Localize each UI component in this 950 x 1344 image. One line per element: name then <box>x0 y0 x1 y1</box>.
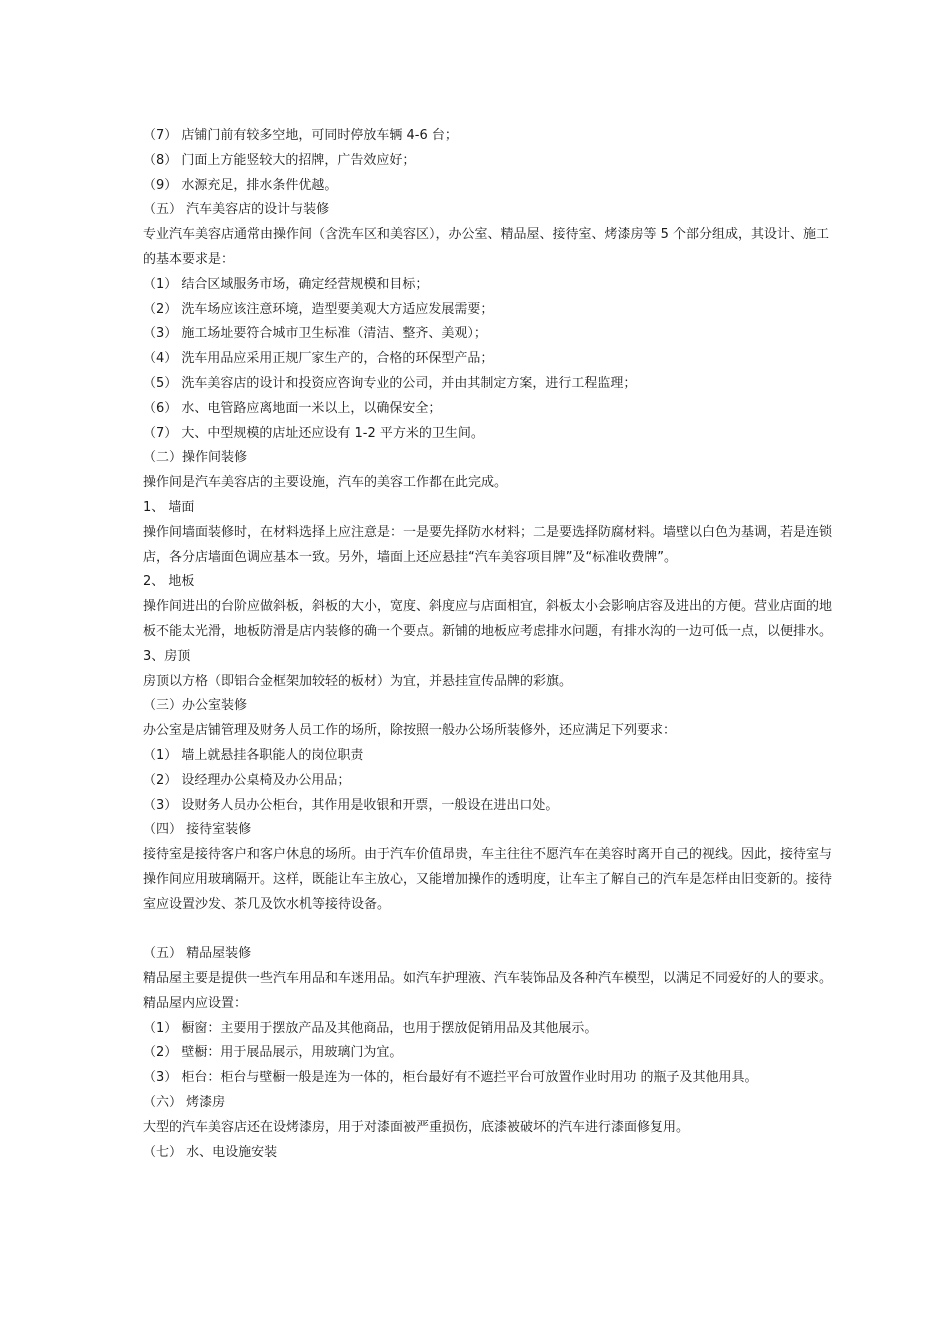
list-item: （2） 洗车场应该注意环境，造型要美观大方适应发展需要； <box>143 301 494 317</box>
text-line: （9） 水源充足，排水条件优越。 <box>143 177 338 193</box>
list-item: （4） 洗车用品应采用正规厂家生产的，合格的环保型产品； <box>143 351 494 367</box>
paragraph: 接待室是接待客户和客户休息的场所。由于汽车价值昂贵，车主往往不愿汽车在美容时离开自己的视线。因此，接待室与操作间应用玻璃隔开。这样，既能让车主放心，又能增加操作的透明度，让车主了解自己的汽车是怎样由旧变新的。接待室应设置沙发、茶几及饮水机等接待设备。 <box>143 847 833 912</box>
section-heading: （六） 烤漆房 <box>143 1095 226 1111</box>
list-item: （1） 结合区域服务市场，确定经营规模和目标； <box>143 276 429 292</box>
text-line: （7） 店铺门前有较多空地，可同时停放车辆 4-6 台； <box>143 128 458 143</box>
section-heading: （三）办公室装修 <box>143 698 248 714</box>
section-heading: （五） 精品屋装修 <box>143 946 252 962</box>
blank-line <box>143 918 838 943</box>
list-item: （3） 设财务人员办公柜台，其作用是收银和开票，一般设在进出口处。 <box>143 797 559 813</box>
document-body <box>143 124 838 1165</box>
list-item: （3） 柜台：柜台与壁橱一般是连为一体的，柜台最好有不遮拦平台可放置作业时用功 的瓶子及其他用具。 <box>143 1070 758 1086</box>
list-item: （3） 施工场址要符合城市卫生标准（清洁、整齐、美观）； <box>143 326 487 342</box>
paragraph: 操作间进出的台阶应做斜板，斜板的大小，宽度、斜度应与店面相宜，斜板太小会影响店容及进出的方便。营业店面的地板不能太光滑，地板防滑是店内装修的确一个要点。新铺的地板应考虑排水问题，有排水沟的一边可低一点，以便排水。 <box>143 599 833 639</box>
paragraph: 操作间墙面装修时，在材料选择上应注意是：一是要先择防水材料；二是要选择防腐材料。墙壁以白色为基调，若是连锁店，各分店墙面色调应基本一致。另外，墙面上还应悬挂“汽车美容项目牌”及“标准收费牌”。 <box>143 524 833 565</box>
list-item: （7） 大、中型规模的店址还应设有 1-2 平方米的卫生间。 <box>143 425 484 441</box>
section-heading: （七） 水、电设施安装 <box>143 1144 278 1160</box>
paragraph: 大型的汽车美容店还在设烤漆房，用于对漆面被严重损伤，底漆被破坏的汽车进行漆面修复用。 <box>143 1119 690 1135</box>
paragraph: 房顶以方格（即铝合金框架加较轻的板材）为宜，并悬挂宣传品牌的彩旗。 <box>143 673 573 689</box>
list-item: （6） 水、电管路应离地面一米以上，以确保安全； <box>143 400 442 416</box>
list-item: （2） 壁橱：用于展品展示，用玻璃门为宜。 <box>143 1045 403 1061</box>
paragraph: 精品屋主要是提供一些汽车用品和车迷用品。如汽车护理液、汽车装饰品及各种汽车模型，以满足不同爱好的人的要求。精品屋内应设置： <box>143 971 833 1011</box>
list-item: （1） 橱窗：主要用于摆放产品及其他商品，也用于摆放促销用品及其他展示。 <box>143 1020 598 1036</box>
paragraph: 专业汽车美容店通常由操作间（含洗车区和美容区），办公室、精品屋、接待室、烤漆房等 5 个部分组成，其设计、施工的基本要求是： <box>143 227 830 267</box>
list-item: （1） 墙上就悬挂各职能人的岗位职责 <box>143 747 364 763</box>
paragraph: 办公室是店铺管理及财务人员工作的场所，除按照一般办公场所装修外，还应满足下列要求： <box>143 723 677 739</box>
paragraph: 操作间是汽车美容店的主要设施，汽车的美容工作都在此完成。 <box>143 475 508 491</box>
list-item: （2） 设经理办公桌椅及办公用品； <box>143 772 351 788</box>
section-heading: （二）操作间装修 <box>143 450 248 466</box>
subheading: 1、 墙面 <box>143 499 195 515</box>
section-heading: （五） 汽车美容店的设计与装修 <box>143 202 330 218</box>
section-heading: （四） 接待室装修 <box>143 822 252 838</box>
subheading: 3、房顶 <box>143 648 191 664</box>
text-line: （8） 门面上方能竖较大的招牌，广告效应好； <box>143 152 416 168</box>
subheading: 2、 地板 <box>143 574 195 590</box>
list-item: （5） 洗车美容店的设计和投资应咨询专业的公司，并由其制定方案，进行工程监理； <box>143 375 637 391</box>
